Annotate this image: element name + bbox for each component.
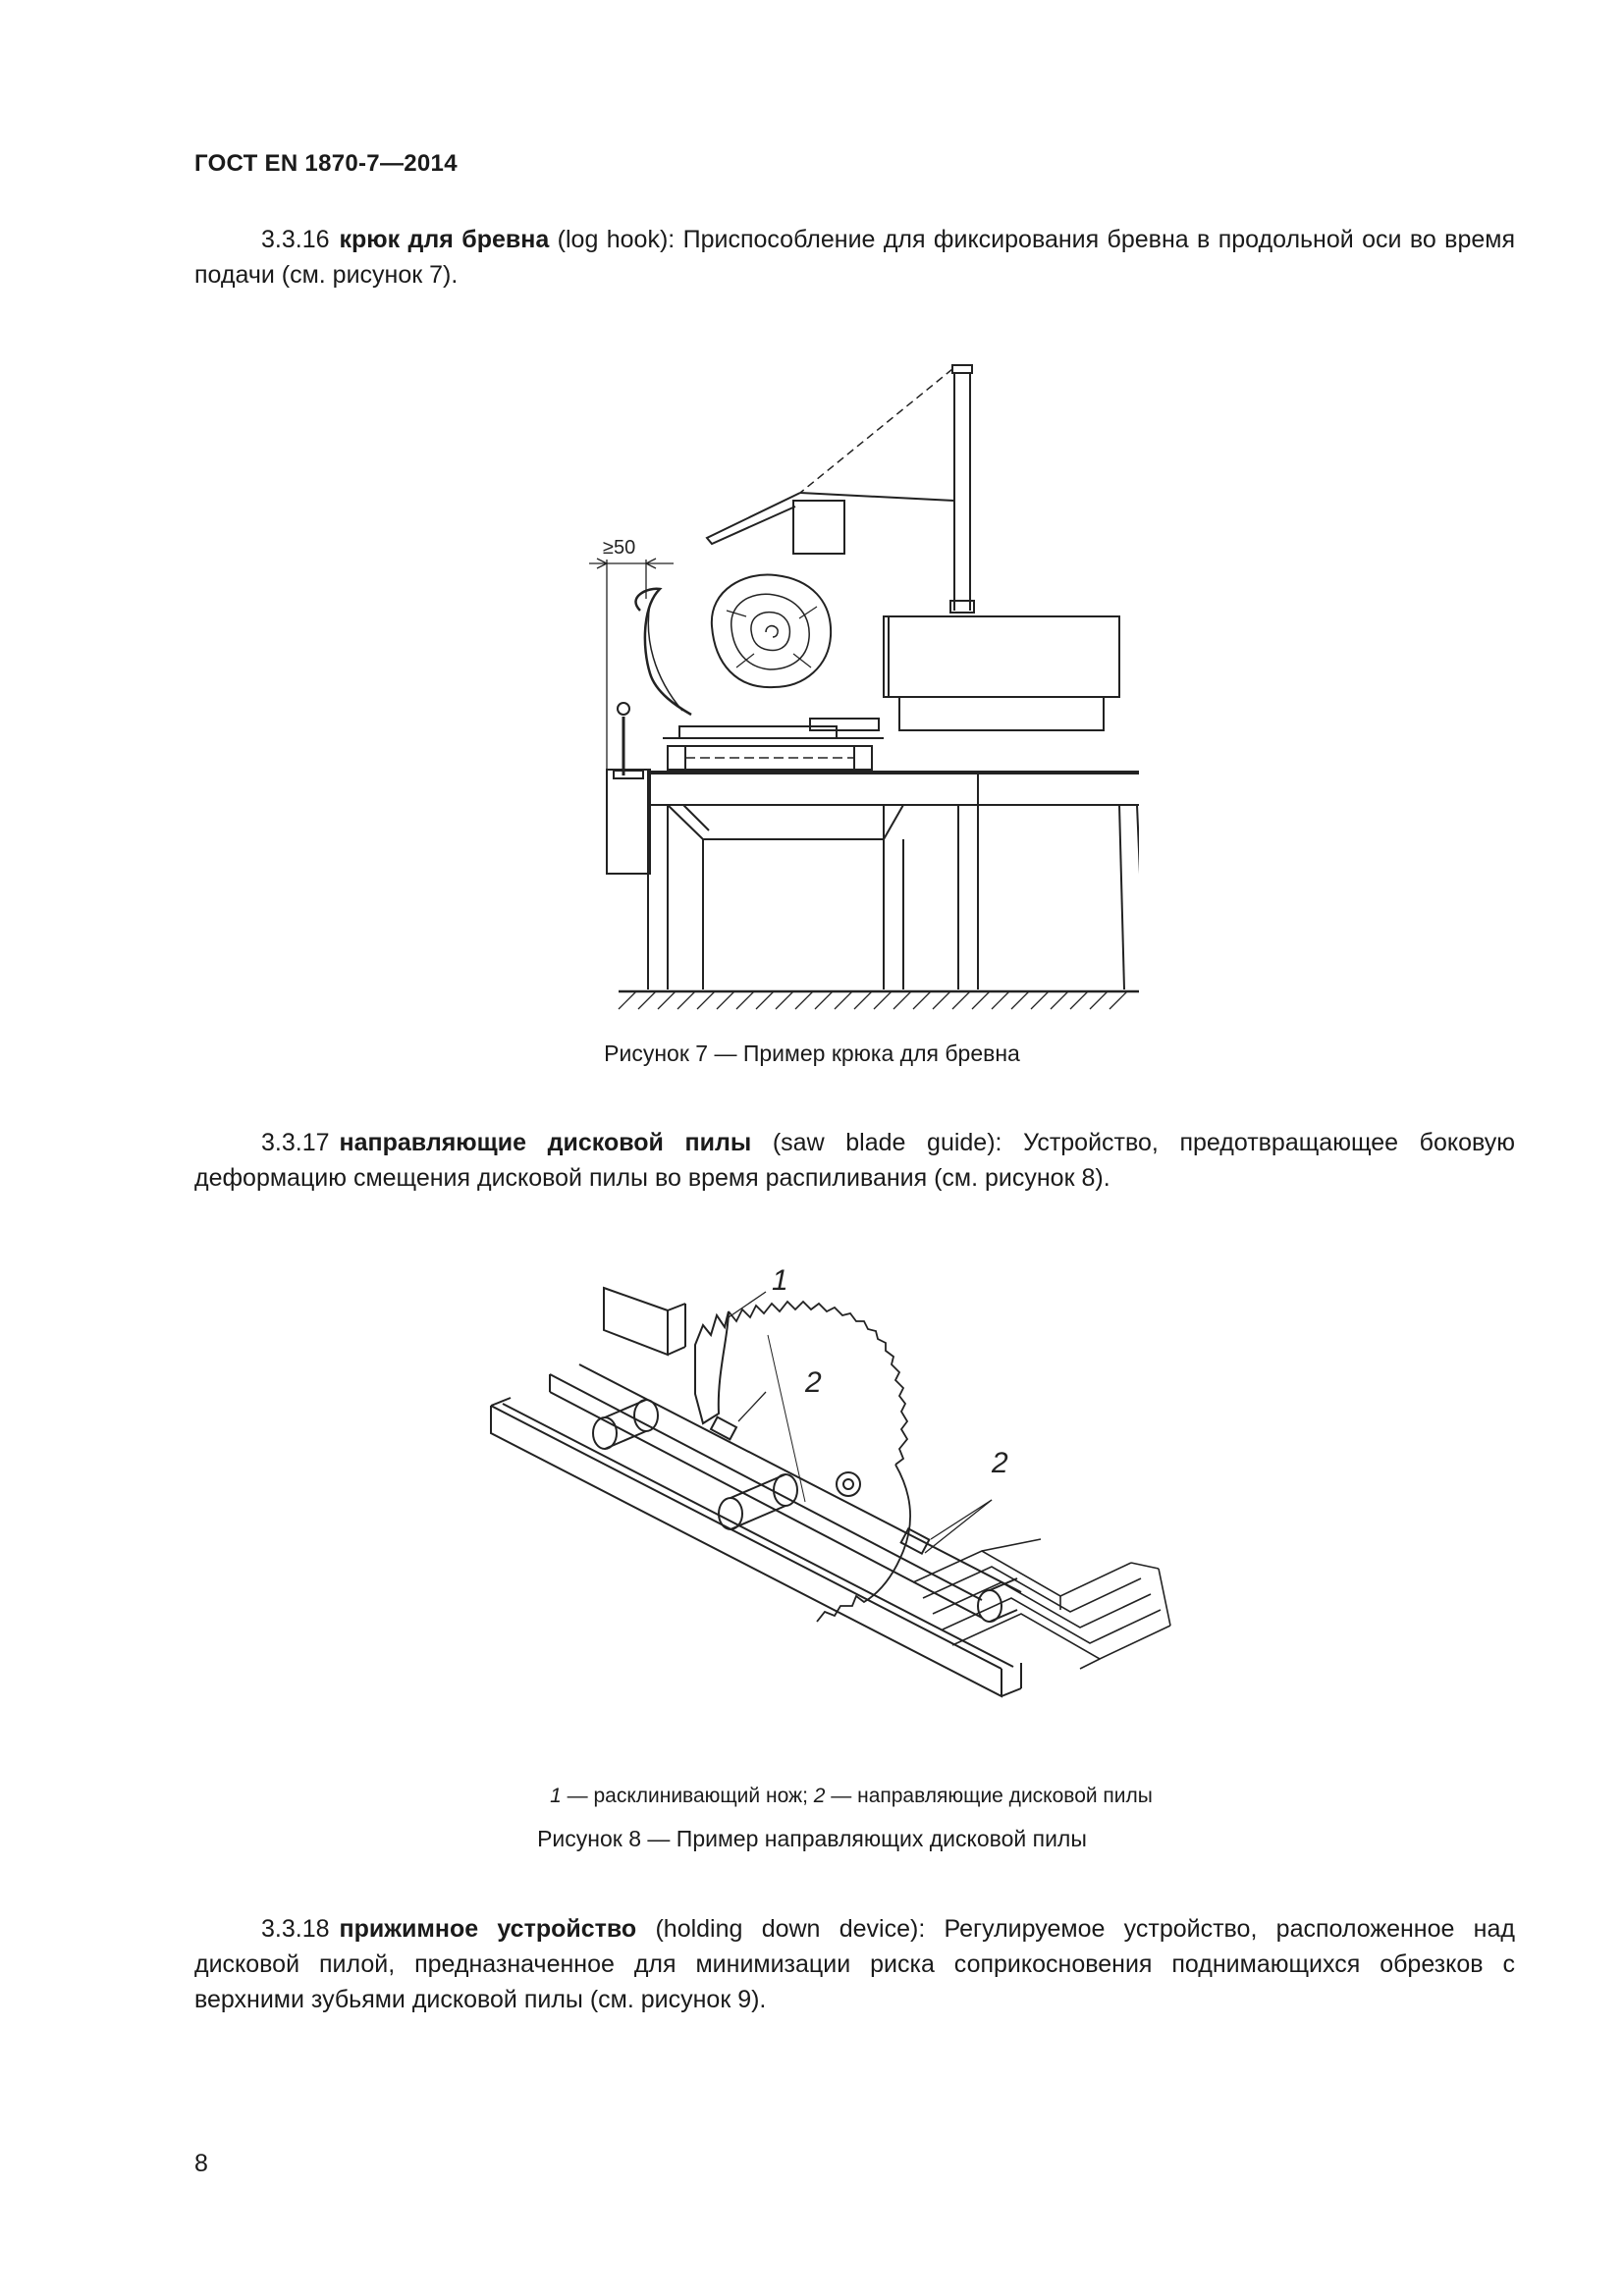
term: крюк для бревна bbox=[339, 226, 550, 253]
table-right-top bbox=[978, 772, 1139, 805]
arm-box bbox=[793, 501, 844, 554]
figure-8-legend bbox=[39, 1785, 1624, 1808]
legend-text-1: — расклинивающий нож; bbox=[561, 1785, 814, 1807]
hinged-plate bbox=[707, 493, 800, 544]
section-number: 3.3.18 bbox=[261, 1915, 330, 1943]
roller-right bbox=[854, 746, 872, 770]
guide-rail bbox=[550, 1364, 1021, 1618]
dimension-label: ≥50 bbox=[603, 537, 636, 559]
figure-7-caption: Рисунок 7 — Пример крюка для бревна bbox=[604, 1041, 1020, 1066]
grooved-table bbox=[913, 1539, 1170, 1669]
wheel-1 bbox=[837, 1472, 860, 1496]
roller-left bbox=[668, 746, 685, 770]
post-cap bbox=[952, 365, 972, 373]
legend-number-2: 2 bbox=[813, 1785, 826, 1807]
dimension-annotation bbox=[589, 559, 674, 770]
term-english: (log hook): bbox=[557, 226, 676, 253]
document-header: ГОСТ EN 1870-7—2014 bbox=[194, 150, 458, 177]
floor-hatching bbox=[619, 991, 1127, 1009]
reach-line bbox=[800, 369, 952, 493]
figure-8-saw-blade-guide-drawing bbox=[471, 1256, 1237, 1728]
guide-block-1 bbox=[711, 1417, 736, 1440]
legend-number-1: 1 bbox=[550, 1785, 562, 1807]
definition: Регулируемое устройство, расположенное над дисковой пилой, предназначенное для минимизации риска соприкосновения поднимающихся обрезков с верхними зубьями дисковой пилы (см. рисунок 9). bbox=[194, 1915, 1515, 2013]
figure-8-caption: Рисунок 8 — Пример направляющих дисковой пилы bbox=[537, 1826, 1087, 1851]
carriage-plate-right bbox=[810, 719, 879, 730]
housing bbox=[884, 616, 1119, 697]
definition: Приспособление для фиксирования бревна в продольной оси во время подачи (см. рисунок 7). bbox=[194, 226, 1515, 289]
table-left-top bbox=[648, 772, 978, 805]
lever-knob bbox=[618, 703, 629, 715]
riving-knife bbox=[695, 1311, 729, 1423]
section-3-3-18 bbox=[194, 1911, 1515, 2017]
callout-2b: 2 bbox=[992, 1447, 1008, 1479]
page-number: 8 bbox=[194, 2150, 208, 2177]
fence-plate bbox=[604, 1288, 668, 1355]
carriage-plate-left bbox=[679, 726, 837, 738]
definition: Устройство, предотвращающее боковую деформацию смещения дисковой пилы во время распиливания (см. рисунок 8). bbox=[194, 1129, 1515, 1192]
section-3-3-17 bbox=[194, 1125, 1515, 1196]
section-number: 3.3.16 bbox=[261, 226, 330, 253]
hook-curve bbox=[635, 589, 691, 715]
control-box bbox=[607, 770, 650, 874]
section-3-3-16 bbox=[194, 222, 1515, 293]
term-english: (holding down device): bbox=[655, 1915, 926, 1943]
roller-1 bbox=[593, 1400, 658, 1449]
base-rail bbox=[491, 1398, 1021, 1696]
legend-text-2: — направляющие дисковой пилы bbox=[825, 1785, 1153, 1807]
figure-7-log-hook-drawing bbox=[589, 353, 1139, 1021]
term-english: (saw blade guide): bbox=[772, 1129, 1002, 1156]
term: прижимное устройство bbox=[339, 1915, 637, 1943]
log-cross-section bbox=[712, 574, 831, 687]
callout-2a: 2 bbox=[805, 1366, 822, 1399]
callout-1: 1 bbox=[772, 1264, 788, 1297]
arm bbox=[800, 493, 954, 501]
housing-base bbox=[899, 697, 1104, 730]
term: направляющие дисковой пилы bbox=[339, 1129, 752, 1156]
section-number: 3.3.17 bbox=[261, 1129, 330, 1156]
